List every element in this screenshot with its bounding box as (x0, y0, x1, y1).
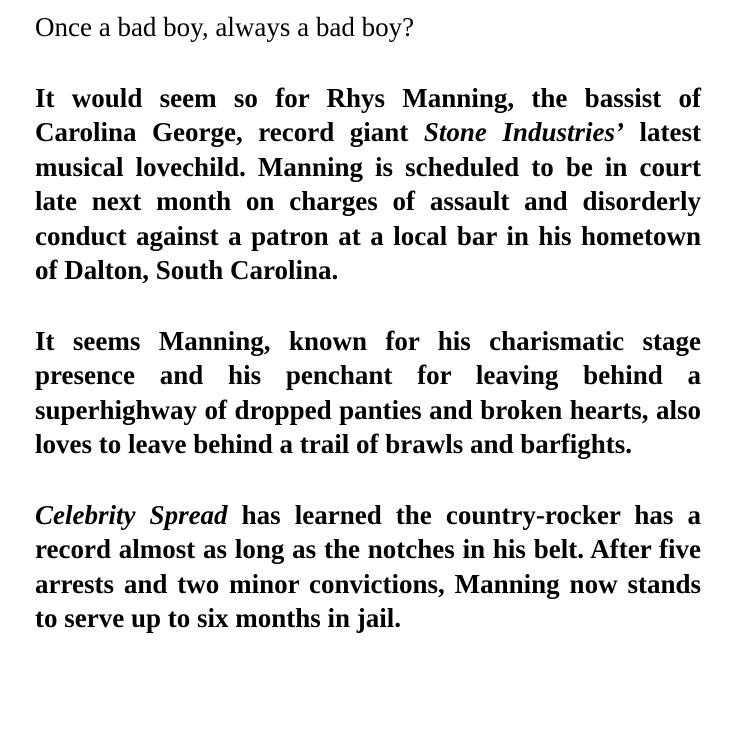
paragraph-1 (35, 81, 701, 288)
paragraph-text: has learned the country-rocker has a record almost as long as the notches in his belt. After five arrests and two minor convictions, Manning now stands to serve up to six months in jail. (35, 499, 701, 633)
paragraph-2 (35, 324, 701, 462)
paragraph-text: It seems Manning, known for his charismatic stage presence and his penchant for leaving behind a superhighway of dropped panties and broken hearts, also loves to leave behind a trail of brawls and barfights. (35, 325, 701, 459)
paragraph-text: latest musical lovechild. Manning is scheduled to be in court late next month on charges of assault and disorderly conduct against a patron at a local bar in his hometown of Dalton, South Carolina. (35, 117, 701, 285)
company-name: Stone Industries’ (423, 117, 624, 147)
article-body (35, 10, 701, 636)
paragraph-text: It would seem so for Rhys Manning, the bassist of Carolina George, record giant (35, 82, 701, 147)
article-headline: Once a bad boy, always a bad boy? (35, 12, 415, 42)
publication-name: Celebrity Spread (35, 499, 228, 530)
paragraph-3 (35, 498, 701, 636)
